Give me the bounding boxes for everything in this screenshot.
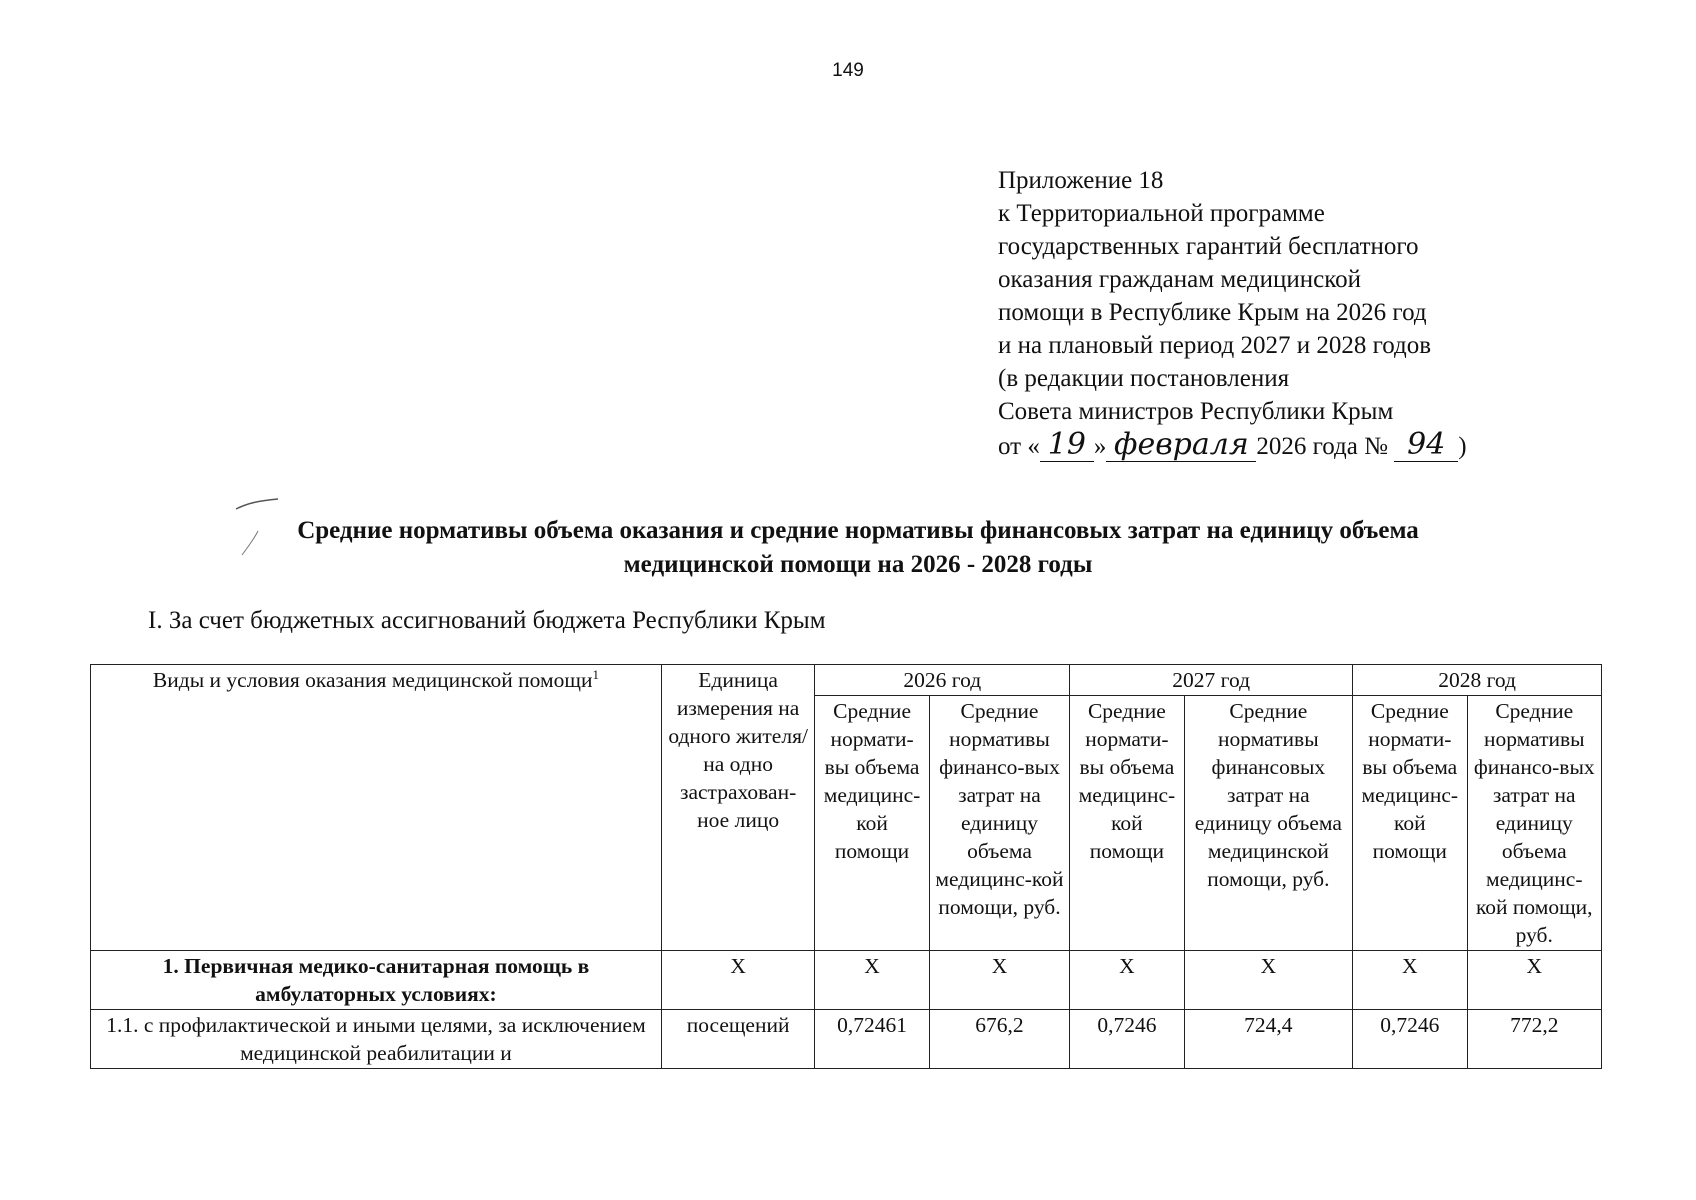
row-label: 1. Первичная медико-санитарная помощь в амбулаторных условиях:	[91, 951, 662, 1010]
cell-volume-2028: Х	[1353, 951, 1467, 1010]
cell-unit: посещений	[661, 1010, 815, 1069]
cell-finance-2027: 724,4	[1184, 1010, 1353, 1069]
appendix-line: к Территориальной программе	[998, 200, 1325, 227]
cell-volume-2027: 0,7246	[1070, 1010, 1184, 1069]
cell-finance-2028: Х	[1467, 951, 1602, 1010]
date-mid: »	[1093, 433, 1107, 460]
page-number: 149	[832, 60, 864, 81]
document-title	[200, 514, 1516, 582]
header-kind	[91, 665, 662, 951]
row-label: 1.1. с профилактической и иными целями, за исключением медицинской реабилитации и	[91, 1010, 662, 1069]
header-finance-2028: Средние нормативы финансо-вых затрат на единицу объема медицинс-кой помощи, руб.	[1467, 696, 1602, 951]
norms-table	[90, 664, 1602, 1069]
header-volume-2027: Средние нормати-вы объема медицинс-кой помощи	[1070, 696, 1184, 951]
appendix-line: государственных гарантий бесплатного	[998, 233, 1419, 260]
appendix-line: Совета министров Республики Крым	[998, 398, 1394, 425]
table-row	[91, 1010, 1602, 1069]
handwritten-day: 19	[1040, 428, 1094, 462]
cell-volume-2026: 0,72461	[815, 1010, 929, 1069]
date-year: 2026 года №	[1256, 433, 1388, 460]
header-kind-text: Виды и условия оказания медицинской помощи	[152, 668, 593, 692]
table-row	[91, 951, 1602, 1010]
date-prefix: от «	[998, 433, 1040, 460]
decree-date-line	[998, 428, 1518, 463]
header-unit: Единица измерения на одного жителя/ на одно застрахован-ное лицо	[661, 665, 815, 951]
cell-finance-2027: Х	[1184, 951, 1353, 1010]
header-row-years	[91, 665, 1602, 696]
cell-volume-2028: 0,7246	[1353, 1010, 1467, 1069]
header-finance-2026: Средние нормативы финансо-вых затрат на единицу объема медицинс-кой помощи, руб.	[929, 696, 1069, 951]
cell-volume-2026: Х	[815, 951, 929, 1010]
appendix-line: (в редакции постановления	[998, 365, 1290, 392]
appendix-line: Приложение 18	[998, 167, 1164, 194]
header-volume-2026: Средние нормати-вы объема медицинс-кой помощи	[815, 696, 929, 951]
handwritten-decree-number: 94	[1394, 428, 1458, 462]
section-heading: I. За счет бюджетных ассигнований бюджета Республики Крым	[148, 607, 826, 634]
title-line: медицинской помощи на 2026 - 2028 годы	[623, 551, 1093, 578]
cell-volume-2027: Х	[1070, 951, 1184, 1010]
header-finance-2027: Средние нормативы финансовых затрат на единицу объема медицинской помощи, руб.	[1184, 696, 1353, 951]
cell-finance-2026: Х	[929, 951, 1069, 1010]
cell-finance-2026: 676,2	[929, 1010, 1069, 1069]
cell-finance-2028: 772,2	[1467, 1010, 1602, 1069]
title-line: Средние нормативы объема оказания и средние нормативы финансовых затрат на единицу объема	[297, 517, 1419, 544]
header-year-2026: 2026 год	[815, 665, 1070, 696]
header-year-2028: 2028 год	[1353, 665, 1602, 696]
appendix-line: оказания гражданам медицинской	[998, 266, 1362, 293]
footnote-marker: 1	[592, 666, 599, 682]
header-year-2027: 2027 год	[1070, 665, 1353, 696]
handwritten-month: февраля	[1106, 428, 1256, 462]
appendix-block	[998, 164, 1518, 463]
appendix-line: помощи в Республике Крым на 2026 год	[998, 299, 1427, 326]
header-volume-2028: Средние нормати-вы объема медицинс-кой помощи	[1353, 696, 1467, 951]
appendix-line: и на плановый период 2027 и 2028 годов	[998, 332, 1432, 359]
date-suffix: )	[1458, 433, 1467, 460]
cell-unit: Х	[661, 951, 815, 1010]
